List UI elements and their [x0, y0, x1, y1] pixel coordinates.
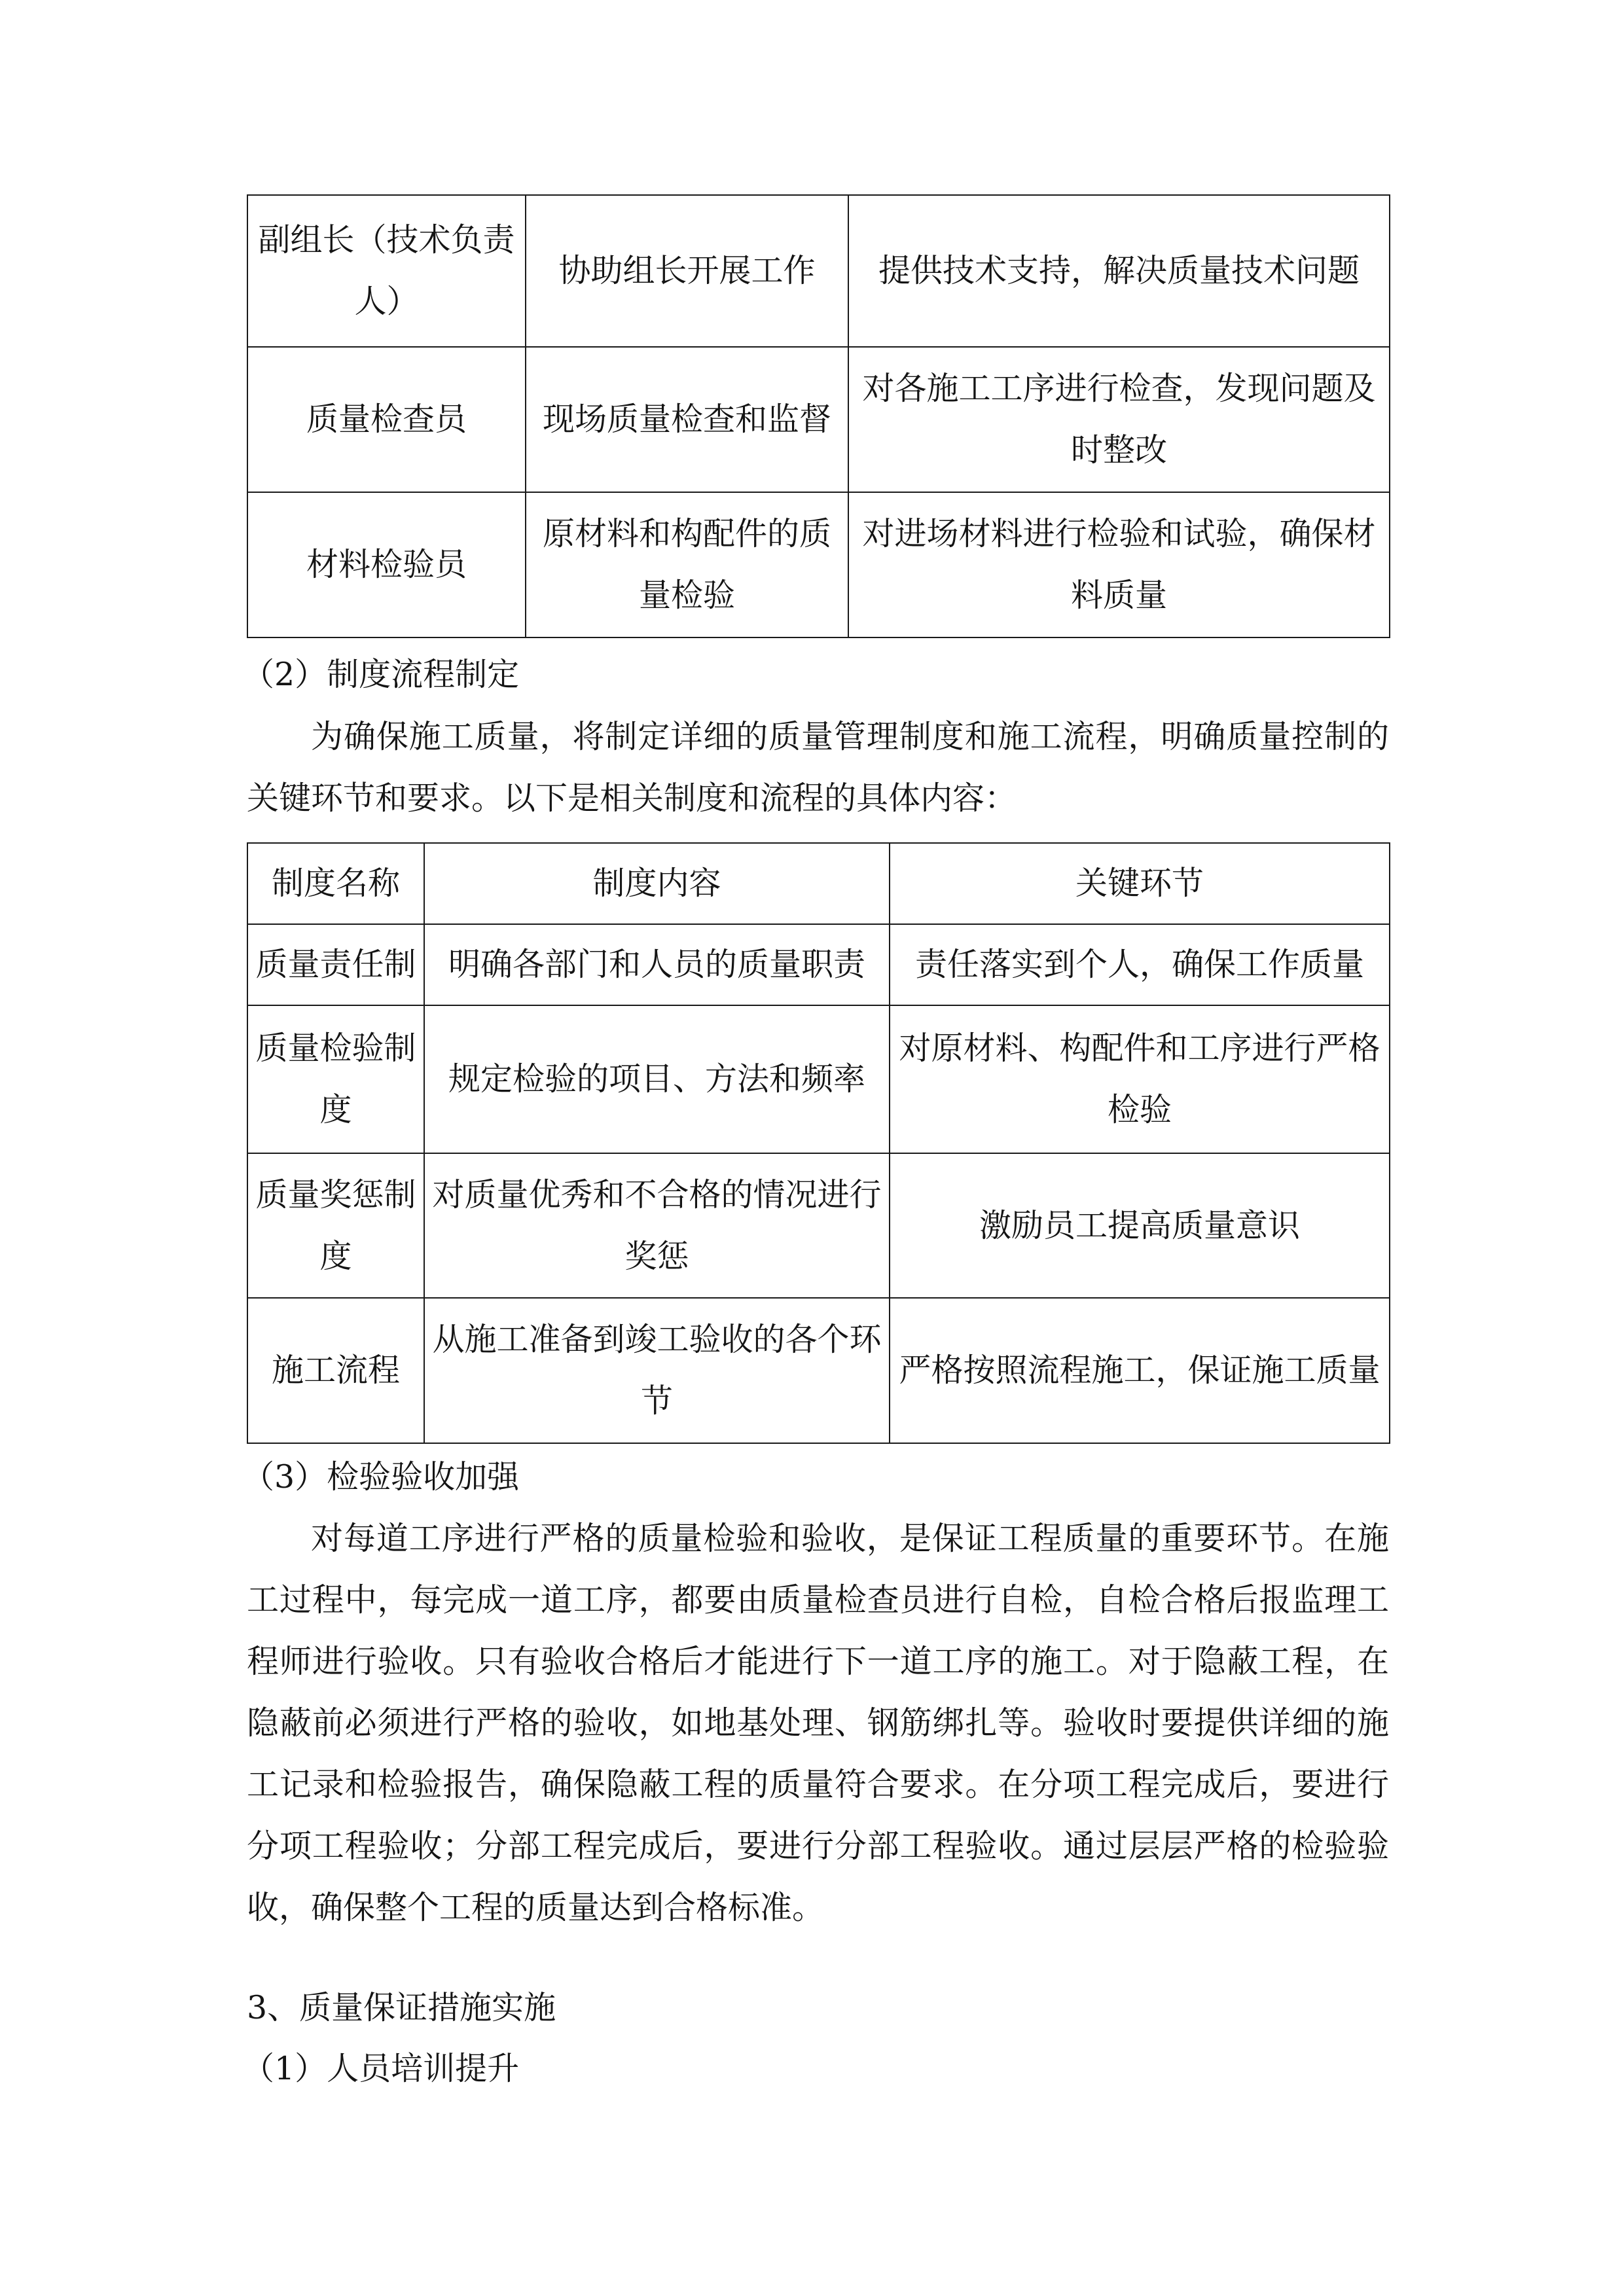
table-row	[247, 347, 1390, 492]
table-header-row	[247, 843, 1390, 924]
subsection-heading: （1）人员培训提升	[242, 2050, 520, 2087]
table-row	[247, 492, 1390, 637]
column-header: 制度名称	[247, 843, 424, 924]
section-heading: （2）制度流程制定	[242, 656, 520, 693]
section-title: 3、质量保证措施实施	[247, 1989, 556, 2026]
table-row	[247, 924, 1390, 1005]
table-cell: 原材料和构配件的质量检验	[526, 492, 848, 637]
column-header: 制度内容	[424, 843, 890, 924]
table-row	[247, 1153, 1390, 1298]
table-cell: 规定检验的项目、方法和频率	[424, 1005, 890, 1153]
table-cell: 提供技术支持，解决质量技术问题	[848, 195, 1390, 347]
table-cell: 质量检查员	[247, 347, 526, 492]
table-cell: 材料检验员	[247, 492, 526, 637]
table-cell: 副组长（技术负责人）	[247, 195, 526, 347]
management-system-table	[247, 842, 1390, 1444]
table-row	[247, 1298, 1390, 1443]
table-cell: 对各施工工序进行检查，发现问题及时整改	[848, 347, 1390, 492]
table-cell: 明确各部门和人员的质量职责	[424, 924, 890, 1005]
paragraph: 对每道工序进行严格的质量检验和验收，是保证工程质量的重要环节。在施工过程中，每完成一道工序，都要由质量检查员进行自检，自检合格后报监理工程师进行验收。只有验收合格后才能进行下一道工序的施工。对于隐蔽工程，在隐蔽前必须进行严格的验收，如地基处理、钢筋绑扎等。验收时要提供详细的施工记录和检验报告，确保隐蔽工程的质量符合要求。在分项工程完成后，要进行分项工程验收；分部工程完成后，要进行分部工程验收。通过层层严格的检验验收，确保整个工程的质量达到合格标准。	[247, 1520, 1389, 1926]
table-cell: 协助组长开展工作	[526, 195, 848, 347]
table-cell: 对进场材料进行检验和试验，确保材料质量	[848, 492, 1390, 637]
table-cell: 对质量优秀和不合格的情况进行奖惩	[424, 1153, 890, 1298]
table-cell: 质量奖惩制度	[247, 1153, 424, 1298]
table-cell: 现场质量检查和监督	[526, 347, 848, 492]
table-cell: 施工流程	[247, 1298, 424, 1443]
table-cell: 严格按照流程施工，保证施工质量	[890, 1298, 1390, 1443]
table-cell: 对原材料、构配件和工序进行严格检验	[890, 1005, 1390, 1153]
table-cell: 质量责任制	[247, 924, 424, 1005]
table-row	[247, 1005, 1390, 1153]
paragraph: 为确保施工质量，将制定详细的质量管理制度和施工流程，明确质量控制的关键环节和要求。以下是相关制度和流程的具体内容：	[247, 718, 1389, 817]
section-heading: （3）检验验收加强	[242, 1458, 520, 1496]
quality-org-table	[247, 194, 1390, 638]
table-cell: 激励员工提高质量意识	[890, 1153, 1390, 1298]
column-header: 关键环节	[890, 843, 1390, 924]
table-row	[247, 195, 1390, 347]
table-cell: 从施工准备到竣工验收的各个环节	[424, 1298, 890, 1443]
table-cell: 责任落实到个人，确保工作质量	[890, 924, 1390, 1005]
table-cell: 质量检验制度	[247, 1005, 424, 1153]
